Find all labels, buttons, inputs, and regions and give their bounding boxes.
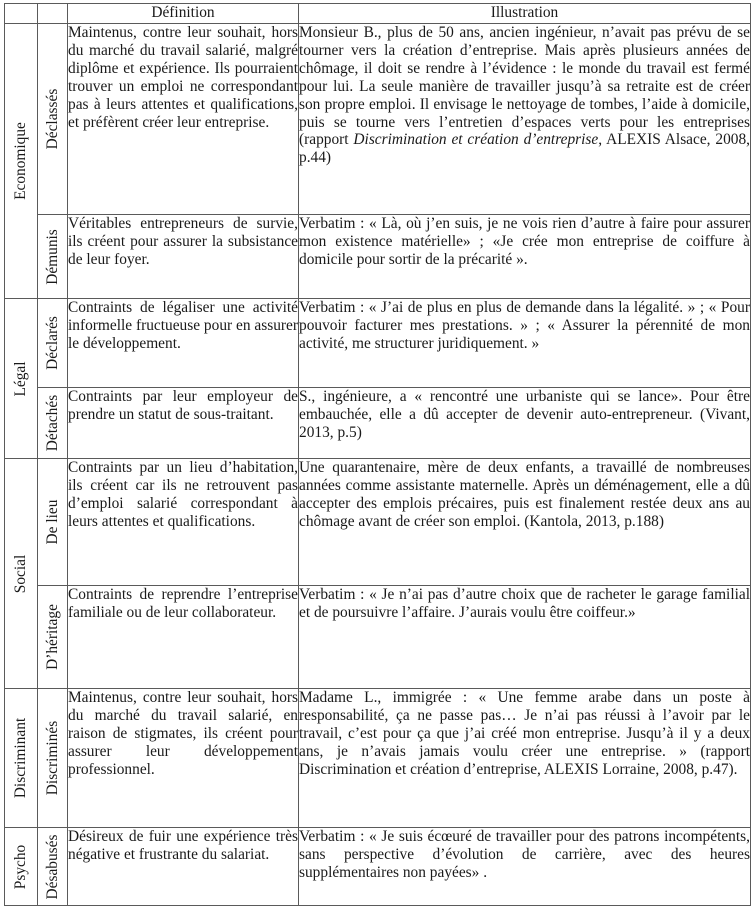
definition-cell: Contraints de reprendre l’entreprise familiale ou de leur collaborateur. — [68, 586, 299, 689]
illustration-text: Monsieur B., plus de 50 ans, ancien ingénieur, n’avait pas prévu de se tourner vers la création d’entreprise. Mais après plusieurs années de chômage, il doit se rendre à l’évidence : le monde du travail est fermé pour lui. La seule manière de travailler jusqu’à sa retraite est de créer son propre emploi. Il envisage le nettoyage de tombes, l’aide à domicile, puis se tourne vers l’entretien d’espaces verts pour les entreprises (rapport — [299, 24, 750, 149]
definition-cell: Véritables entrepreneurs de survie, ils créent pour assurer la subsistance de leur foyer. — [68, 215, 299, 299]
table-row — [5, 388, 751, 459]
table-row — [5, 24, 751, 215]
illustration-cell — [299, 24, 751, 215]
illustration-cell: Verbatim : « Je n’ai pas d’autre choix que de racheter le garage familial et de poursuivre l’affaire. J’aurais voulu être coiffeur.» — [299, 586, 751, 689]
group-label: Social — [12, 554, 29, 593]
type-cell — [38, 586, 68, 689]
type-cell — [38, 24, 68, 215]
definition-cell: Maintenus, contre leur souhait, hors du marché du travail salarié, malgré diplôme et expérience. Ils pourraient trouver un emploi ne correspondant pas à leurs attentes et qualifications, et préfèrent créer leur entreprise. — [68, 24, 299, 215]
illustration-citation: , ALEXIS Alsace, 2008, p.44) — [299, 131, 750, 167]
type-cell — [38, 689, 68, 828]
illustration-cell: Verbatim : « Là, où j’en suis, je ne vois rien d’autre à faire pour assurer mon existence matérielle» ; «Je crée mon entreprise de coiffure à domicile pour sortir de la précarité ». — [299, 215, 751, 299]
definition-cell: Contraints de légaliser une activité informelle fructueuse pour en assurer le développement. — [68, 299, 299, 388]
type-label: Déclassés — [43, 88, 61, 150]
definition-cell: Contraints par un lieu d’habitation, ils créent car ils ne retrouvent pas d’emploi salarié correspondant à leurs attentes et qualifications. — [68, 459, 299, 586]
type-label: Discriminés — [43, 720, 61, 796]
group-cell-discriminant — [5, 689, 38, 828]
table-row — [5, 299, 751, 388]
table-row — [5, 459, 751, 586]
table-row — [5, 828, 751, 906]
typology-table — [4, 3, 751, 906]
group-label: Psycho — [12, 844, 29, 889]
group-cell-psycho — [5, 828, 38, 906]
group-label: Légal — [12, 360, 29, 397]
type-label: Désabusés — [43, 834, 61, 899]
type-label: Détachés — [43, 394, 61, 452]
table-row — [5, 215, 751, 299]
illustration-cell: Verbatim : « Je suis écœuré de travailler pour des patrons incompétents, sans perspective d’évolution de carrière, avec des heures supplémentaires non payées» . — [299, 828, 751, 906]
type-cell — [38, 215, 68, 299]
illustration-cell: Une quarantenaire, mère de deux enfants, a travaillé de nombreuses années comme assistante maternelle. Après un déménagement, elle a dû accepter des emplois précaires, puis est finalement restée deux ans au chômage avant de créer son emploi. (Kantola, 2013, p.188) — [299, 459, 751, 586]
header-definition: Définition — [68, 4, 299, 24]
type-label: Déclarés — [43, 316, 61, 370]
illustration-cell: Madame L., immigrée : « Une femme arabe dans un poste à responsabilité, ça ne passe pas… Je n’ai pas réussi à l’avoir par le travail, c’est pour ça que j’ai créé mon entreprise. Jusqu’à il y a deux ans, je n’avais jamais voulu créer une entreprise. » (rapport Discrimination et création d’entreprise, ALEXIS Lorraine, 2008, p.47). — [299, 689, 751, 828]
header-empty-type — [38, 4, 68, 24]
group-cell-legal — [5, 299, 38, 459]
group-cell-social — [5, 459, 38, 689]
type-cell — [38, 299, 68, 388]
definition-cell: Désireux de fuir une expérience très négative et frustrante du salariat. — [68, 828, 299, 906]
table-row — [5, 586, 751, 689]
illustration-cell: Verbatim : « J’ai de plus en plus de demande dans la légalité. » ; « Pour pouvoir facturer mes prestations. » ; « Assurer la pérennité de mon activité, me structurer juridiquement. » — [299, 299, 751, 388]
header-empty-group — [5, 4, 38, 24]
definition-cell: Contraints par leur employeur de prendre un statut de sous-traitant. — [68, 388, 299, 459]
group-label: Economique — [12, 122, 29, 200]
illustration-italic-title: Discrimination et création d’entreprise — [353, 131, 599, 149]
type-label: D’héritage — [43, 604, 61, 670]
illustration-cell: S., ingénieure, a « rencontré une urbaniste qui se lance». Pour être embauchée, elle a dû accepter de devenir auto-entrepreneur. (Vivant, 2013, p.5) — [299, 388, 751, 459]
table-row — [5, 689, 751, 828]
header-illustration: Illustration — [299, 4, 751, 24]
type-label: Démunis — [43, 228, 61, 285]
type-cell — [38, 828, 68, 906]
definition-cell: Maintenus, contre leur souhait, hors du marché du travail salarié, en raison de stigmates, ils créent pour assurer leur développement professionnel. — [68, 689, 299, 828]
type-cell — [38, 459, 68, 586]
group-cell-economique — [5, 24, 38, 299]
group-label: Discriminant — [12, 717, 29, 799]
type-cell — [38, 388, 68, 459]
header-row — [5, 4, 751, 24]
type-label: De lieu — [43, 499, 61, 545]
